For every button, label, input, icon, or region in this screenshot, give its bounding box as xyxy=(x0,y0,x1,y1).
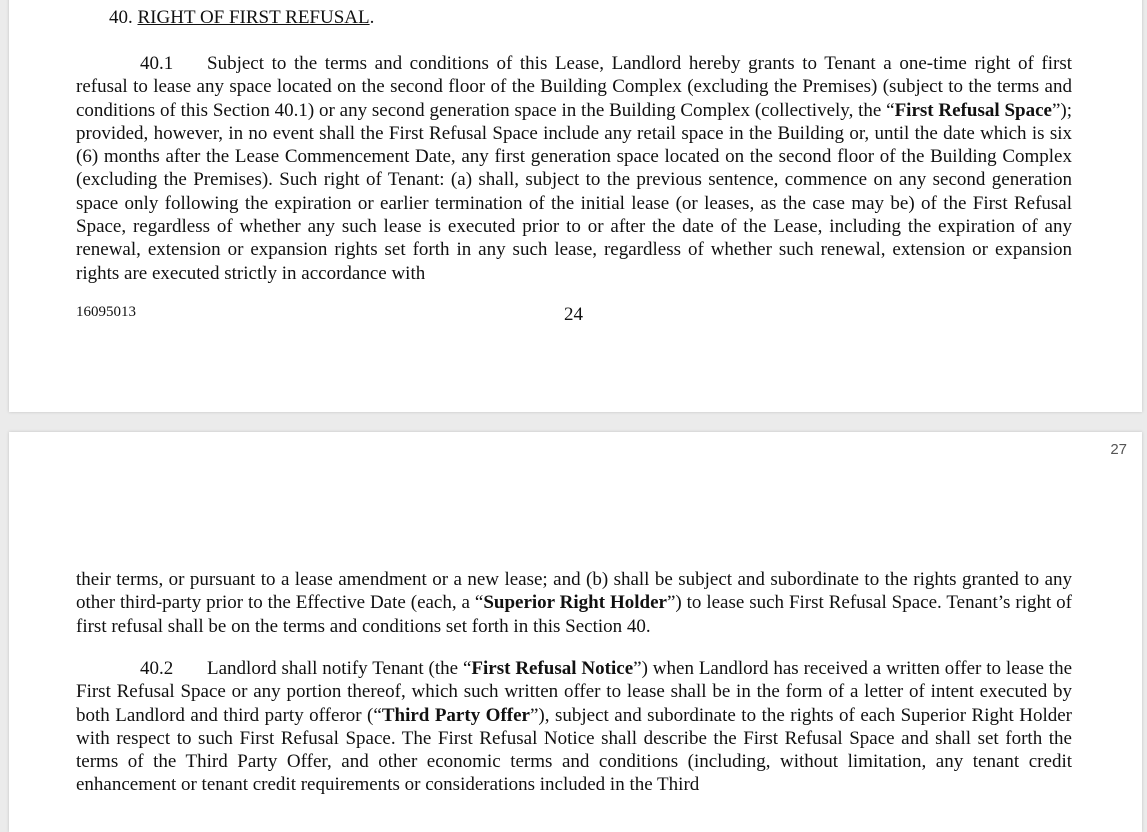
paragraph-40-1 xyxy=(76,52,1072,285)
defined-term: First Refusal Notice xyxy=(471,658,634,679)
paragraph-text: ”), subject and subordinate to the rights of each Superior Right Holder with respect to such First Refusal Space. The First Refusal Notice shall describe the First Refusal Space and shall set forth the terms of the Third Party Offer, and other economic terms and conditions (including, without limitation, any tenant credit enhancement or tenant credit requirements or considerations included in the Third xyxy=(76,704,1072,796)
paragraph-text: Subject to the terms and conditions of this Lease, Landlord hereby grants to Tenant a one-time right of first refusal to lease any space located on the second floor of the Building Complex (excluding the Premises) (subject to the terms and conditions of this Section 40.1) or any second generation space in the Building Complex (collectively, the “ xyxy=(76,53,1072,121)
defined-term: Third Party Offer xyxy=(381,704,530,726)
document-page-24 xyxy=(9,0,1142,412)
paragraph-40-2 xyxy=(76,657,1072,797)
paragraph-text: ”) when Landlord has received a written offer to lease the First Refusal Space or any portion thereof, which such written offer to lease shall be in the form of a letter of intent executed by both Landlord and third party offeror (“ xyxy=(76,658,1073,726)
section-number: 40. xyxy=(109,7,133,28)
paragraph-text: Landlord shall notify Tenant (the “ xyxy=(207,658,472,679)
document-id: 16095013 xyxy=(76,304,136,320)
section-title: RIGHT OF FIRST REFUSAL xyxy=(137,7,370,28)
paragraph-text: ”); provided, however, in no event shall the First Refusal Space include any retail space in the Building or, until the date which is six (6) months after the Lease Commencement Date, any first generation space located on the second floor of the Building Complex (excluding the Premises). Such right of Tenant: (a) shall, subject to the previous sentence, commence on any second generation space only following the expiration or earlier termination of the initial lease (or leases, as the case may be) of the First Refusal Space, regardless of whether any such lease is executed prior to or after the date of the Lease, including the expiration of any renewal, extension or expansion rights set forth in any such lease, regardless of whether such renewal, extension or expansion rights are executed strictly in accordance with xyxy=(76,99,1072,284)
section-title-period: . xyxy=(369,7,375,28)
paragraph-40-1-continued xyxy=(76,568,1072,638)
section-heading xyxy=(109,7,374,29)
defined-term: First Refusal Space xyxy=(894,99,1052,121)
viewer-page-indicator: 27 xyxy=(1110,441,1127,458)
page-number: 24 xyxy=(564,304,583,325)
paragraph-number: 40.2 xyxy=(140,658,174,679)
paragraph-number: 40.1 xyxy=(140,53,174,74)
document-page-25 xyxy=(9,432,1142,832)
paragraph-text: their terms, or pursuant to a lease amendment or a new lease; and (b) shall be subject and subordinate to the rights granted to any other third-party prior to the Effective Date (each, a “ xyxy=(76,569,1072,614)
paragraph-text: ”) to lease such First Refusal Space. Tenant’s right of first refusal shall be on the terms and conditions set forth in this Section 40. xyxy=(76,592,1072,637)
defined-term: Superior Right Holder xyxy=(483,592,667,614)
